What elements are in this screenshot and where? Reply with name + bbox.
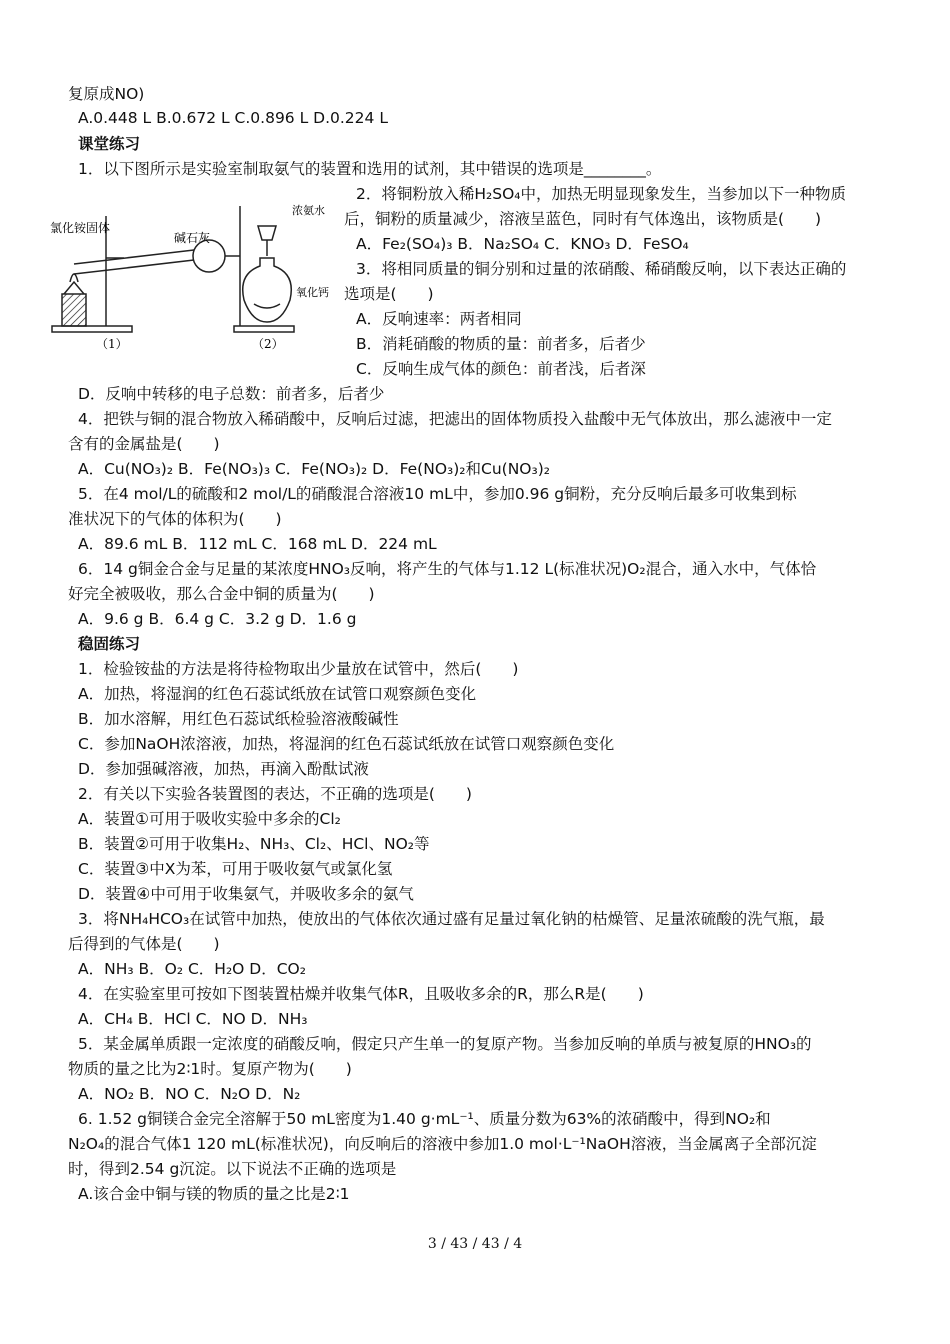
text-line: A.0.448 L B.0.672 L C.0.896 L D.0.224 L bbox=[78, 109, 388, 127]
question: 1．检验铵盐的方法是将待检物取出少量放在试管中，然后( ) bbox=[78, 660, 519, 678]
page-footer: 3 / 43 / 43 / 4 bbox=[427, 1236, 523, 1252]
section-heading: 课堂练习 bbox=[78, 135, 141, 153]
text-line: 时，得到2.54 g沉淀。以下说法不正确的选项是 bbox=[68, 1160, 397, 1178]
label-cao: 氧化钙 bbox=[296, 286, 329, 299]
option-line: D．装置④中可用于收集氨气，并吸收多余的氨气 bbox=[78, 885, 414, 903]
option-line: C．参加NaOH浓溶液，加热，将湿润的红色石蕊试纸放在试管口观察颜色变化 bbox=[78, 735, 615, 753]
option-line: B．装置②可用于收集H₂、NH₃、Cl₂、HCl、NO₂等 bbox=[78, 835, 430, 853]
caption-2: （2） bbox=[252, 337, 284, 351]
option-line: A．CH₄ B．HCl C．NO D．NH₃ bbox=[78, 1010, 308, 1028]
option-line: B．消耗硝酸的物质的量：前者多，后者少 bbox=[356, 335, 646, 353]
option-line: A．Cu(NO₃)₂ B．Fe(NO₃)₃ C．Fe(NO₃)₂ D．Fe(NO₃)₂和Cu(NO₃)₂ bbox=[78, 460, 550, 478]
option-line: C．装置③中X为苯，可用于吸收氨气或氯化氢 bbox=[78, 860, 393, 878]
text-line: 后，铜粉的质量减少，溶液呈蓝色，同时有气体逸出，该物质是( ) bbox=[344, 210, 822, 228]
question: 1．以下图所示是实验室制取氨气的装置和选用的试剂，其中错误的选项是________。 bbox=[78, 160, 662, 178]
question: 6. 1.52 g铜镁合金完全溶解于50 mL密度为1.40 g·mL⁻¹、质量分数为63%的浓硝酸中，得到NO₂和 bbox=[78, 1110, 771, 1128]
option-line: A．NO₂ B．NO C．N₂O D．N₂ bbox=[78, 1085, 301, 1103]
ammonia-apparatus-figure bbox=[44, 196, 334, 356]
question: 6．14 g铜金合金与足量的某浓度HNO₃反响，将产生的气体与1.12 L(标准状况)O₂混合，通入水中，气体恰 bbox=[78, 560, 817, 578]
text-line: 好完全被吸收，那么合金中铜的质量为( ) bbox=[68, 585, 375, 603]
option-line: A．装置①可用于吸收实验中多余的Cl₂ bbox=[78, 810, 341, 828]
section-heading: 稳固练习 bbox=[78, 635, 141, 653]
label-conc-ammonia: 浓氨水 bbox=[292, 204, 325, 217]
option-line: A．Fe₂(SO₄)₃ B．Na₂SO₄ C．KNO₃ D．FeSO₄ bbox=[356, 235, 689, 253]
option-line: A．反响速率：两者相同 bbox=[356, 310, 522, 328]
label-soda-lime: 碱石灰 bbox=[174, 231, 211, 245]
question: 5．某金属单质跟一定浓度的硝酸反响，假定只产生单一的复原产物。当参加反响的单质与被复原的HNO₃的 bbox=[78, 1035, 812, 1053]
option-line: A．89.6 mL B．112 mL C．168 mL D．224 mL bbox=[78, 535, 437, 553]
text-line: 选项是( ) bbox=[344, 285, 434, 303]
option-line: A．NH₃ B．O₂ C．H₂O D．CO₂ bbox=[78, 960, 306, 978]
text-line: N₂O₄的混合气体1 120 mL(标准状况)，向反响后的溶液中参加1.0 mol·L⁻¹NaOH溶液，当金属离子全部沉淀 bbox=[68, 1135, 817, 1153]
option-line: C．反响生成气体的颜色：前者浅，后者深 bbox=[356, 360, 646, 378]
option-line: A.该合金中铜与镁的物质的量之比是2∶1 bbox=[78, 1185, 350, 1203]
option-line: D．反响中转移的电子总数：前者多，后者少 bbox=[78, 385, 385, 403]
question: 3．将相同质量的铜分别和过量的浓硝酸、稀硝酸反响，以下表达正确的 bbox=[356, 260, 847, 278]
question: 4．把铁与铜的混合物放入稀硝酸中，反响后过滤，把滤出的固体物质投入盐酸中无气体放出，那么滤液中一定 bbox=[78, 410, 832, 428]
question: 2．将铜粉放入稀H₂SO₄中，加热无明显现象发生，当参加以下一种物质 bbox=[356, 185, 846, 203]
option-line: B．加水溶解，用红色石蕊试纸检验溶液酸碱性 bbox=[78, 710, 399, 728]
text-line: 物质的量之比为2∶1时。复原产物为( ) bbox=[68, 1060, 352, 1078]
text-line: 准状况下的气体的体积为( ) bbox=[68, 510, 282, 528]
question: 2．有关以下实验各装置图的表达，不正确的选项是( ) bbox=[78, 785, 472, 803]
text-line: 后得到的气体是( ) bbox=[68, 935, 220, 953]
text-line: 复原成NO) bbox=[68, 85, 145, 103]
question: 4．在实验室里可按如下图装置枯燥并收集气体R，且吸收多余的R，那么R是( ) bbox=[78, 985, 644, 1003]
caption-1: （1） bbox=[96, 337, 128, 351]
option-line: A．加热，将湿润的红色石蕊试纸放在试管口观察颜色变化 bbox=[78, 685, 477, 703]
question: 5．在4 mol/L的硫酸和2 mol/L的硝酸混合溶液10 mL中，参加0.96 g铜粉，充分反响后最多可收集到标 bbox=[78, 485, 797, 503]
question: 3．将NH₄HCO₃在试管中加热，使放出的气体依次通过盛有足量过氧化钠的枯燥管、足量浓硫酸的洗气瓶，最 bbox=[78, 910, 825, 928]
option-line: A．9.6 g B．6.4 g C．3.2 g D．1.6 g bbox=[78, 610, 357, 628]
label-nh4cl: 氯化铵固体 bbox=[50, 221, 111, 235]
option-line: D．参加强碱溶液，加热，再滴入酚酞试液 bbox=[78, 760, 369, 778]
text-line: 含有的金属盐是( ) bbox=[68, 435, 220, 453]
